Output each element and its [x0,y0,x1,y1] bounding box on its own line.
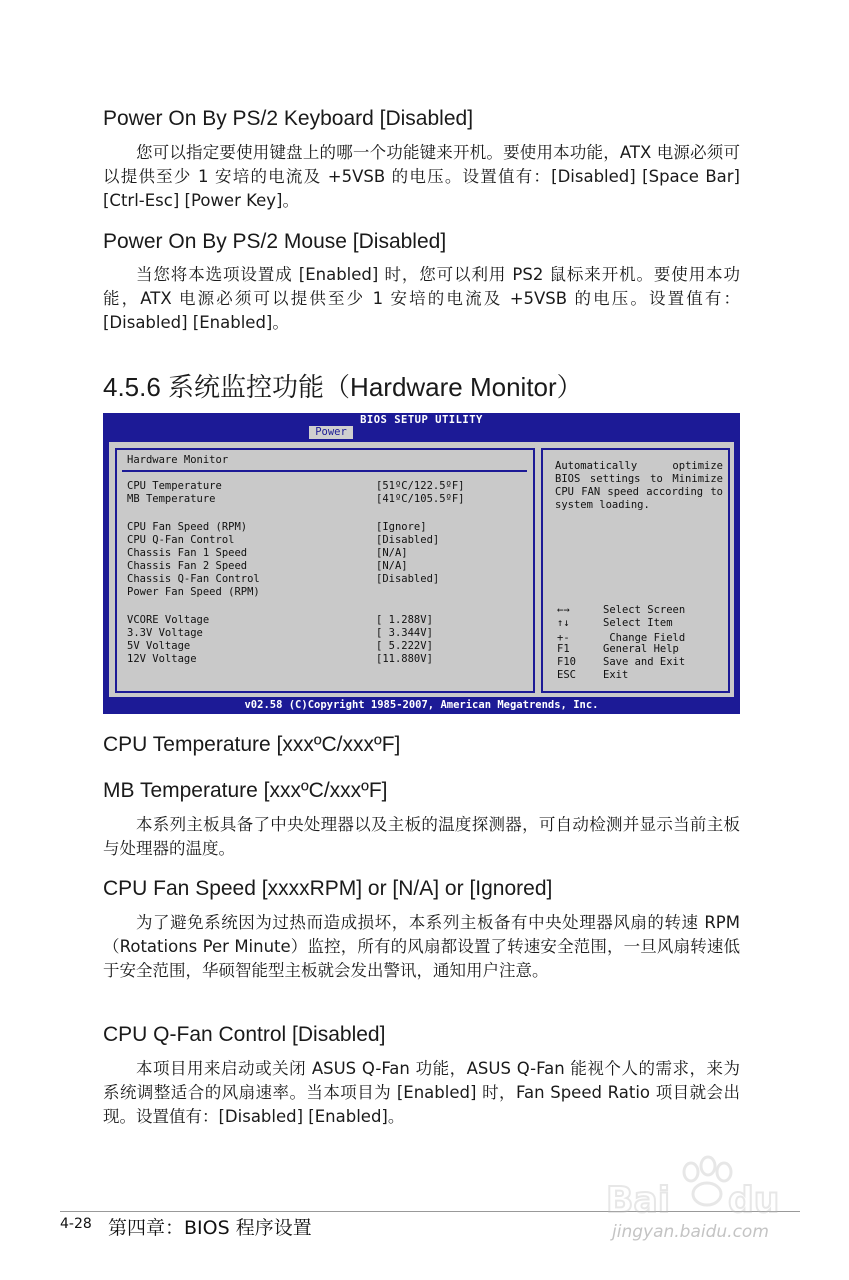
bios-item-label: Power Fan Speed (RPM) [127,586,260,598]
bios-item-value: [11.880V] [376,653,433,665]
key-description: Save and Exit [603,656,686,668]
bios-item-label: 5V Voltage [127,640,191,652]
arrow-ud-icon: ↑↓ [557,617,570,629]
bios-item-value: [41ºC/105.5ºF] [376,493,465,505]
heading-mb-temperature: MB Temperature [xxxºC/xxxºF] [103,779,388,802]
paragraph-ps2-mouse: 当您将本选项设置成 [Enabled] 时，您可以利用 PS2 鼠标来开机。要使用本功能，ATX 电源必须可以提供至少 1 安培的电流及 +5VSB 的电压。设置值有：[Disabled] [Enabled]。 [103,265,740,332]
bios-item-label: 12V Voltage [127,653,197,665]
heading-cpu-qfan: CPU Q-Fan Control [Disabled] [103,1023,386,1046]
bios-item-value: [ 1.288V] [376,614,433,626]
svg-text:Bai: Bai [606,1180,671,1221]
key-description: Select Screen [603,604,686,616]
bios-item-label: CPU Fan Speed (RPM) [127,521,248,533]
arrow-lr-icon: ←→ [557,604,570,616]
key-label: +- [557,632,570,644]
key-description: Exit [603,669,629,681]
watermark-text: jingyan.baidu.com [612,1222,769,1242]
bios-title: BIOS SETUP UTILITY [360,414,483,426]
bios-item-value: [ 5.222V] [376,640,433,652]
key-label: F10 [557,656,576,668]
bios-item-value: [ 3.344V] [376,627,433,639]
paragraph-temperature: 本系列主板具备了中央处理器以及主板的温度探测器，可自动检测并显示当前主板与处理器的温度。 [103,815,740,858]
key-label: F1 [557,643,570,655]
bios-panel-divider [122,470,527,472]
bios-footer: v02.58 (C)Copyright 1985-2007, American Megatrends, Inc. [244,699,599,711]
paragraph-qfan: 本项目用来启动或关闭 ASUS Q-Fan 功能，ASUS Q-Fan 能视个人的需求，来为系统调整适合的风扇速率。当本项目为 [Enabled] 时，Fan Speed Ratio 项目就会出现。设置值有：[Disabled] [Enabled]。 [103,1059,740,1126]
bios-item-label: CPU Q-Fan Control [127,534,235,546]
bios-item-label: VCORE Voltage [127,614,210,626]
key-description: Change Field [603,632,686,644]
bios-item-label: 3.3V Voltage [127,627,203,639]
key-description: Select Item [603,617,673,629]
bios-item-value: [51ºC/122.5ºF] [376,480,465,492]
paragraph-fan-speed: 为了避免系统因为过热而造成损坏，本系列主板备有中央处理器风扇的转速 RPM（Rotations Per Minute）监控，所有的风扇都设置了转速安全范围，一旦风扇转速低于安全范围，华硕智能型主板就会发出警讯，通知用户注意。 [103,913,740,980]
bios-main-panel [107,440,736,699]
bios-help-text: Automatically optimize BIOS settings to Minimize CPU FAN speed according to system loading. [555,460,723,511]
bios-item-label: Chassis Fan 1 Speed [127,547,248,559]
bios-item-label: Chassis Q-Fan Control [127,573,260,585]
bios-item-value: [Ignore] [376,521,427,533]
key-label: ESC [557,669,576,681]
heading-ps2-keyboard: Power On By PS/2 Keyboard [Disabled] [103,107,474,130]
bios-settings-panel [115,448,535,693]
bios-item-value: [N/A] [376,560,408,572]
bios-tab-power: Power [309,426,353,439]
bios-item-label: MB Temperature [127,493,216,505]
bios-item-value: [Disabled] [376,573,440,585]
heading-ps2-mouse: Power On By PS/2 Mouse [Disabled] [103,230,447,253]
bios-item-value: [Disabled] [376,534,440,546]
page-number: 4-28 [60,1216,92,1232]
heading-cpu-fan-speed: CPU Fan Speed [xxxxRPM] or [N/A] or [Ignored] [103,877,553,900]
chapter-title: 第四章：BIOS 程序设置 [108,1217,312,1239]
bios-item-label: CPU Temperature [127,480,222,492]
heading-cpu-temperature: CPU Temperature [xxxºC/xxxºF] [103,733,401,756]
key-description: General Help [603,643,679,655]
bios-screenshot [103,413,740,714]
svg-text:du: du [728,1180,780,1221]
paragraph-ps2-keyboard: 您可以指定要使用键盘上的哪一个功能键来开机。要使用本功能，ATX 电源必须可以提供至少 1 安培的电流及 +5VSB 的电压。设置值有：[Disabled] [Space Bar] [Ctrl-Esc] [Power Key]。 [103,143,740,210]
bios-panel-title: Hardware Monitor [127,454,229,466]
section-title: 4.5.6 系统监控功能（Hardware Monitor） [103,372,583,402]
bios-help-panel [541,448,730,693]
bios-item-label: Chassis Fan 2 Speed [127,560,248,572]
bios-item-value: [N/A] [376,547,408,559]
